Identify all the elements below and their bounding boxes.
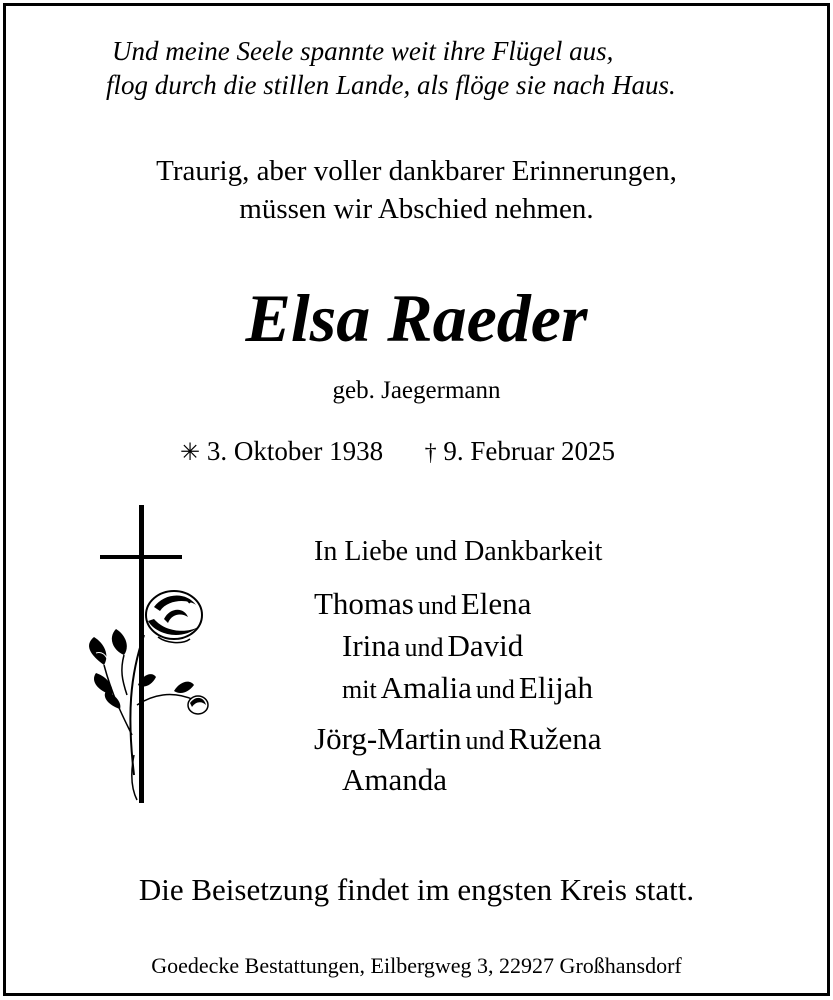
mourner-name: Thomas — [314, 586, 414, 621]
death-cross-icon: † — [424, 440, 437, 466]
birth-star-icon: ✳ — [180, 440, 201, 466]
intro-text — [0, 152, 833, 228]
mourner-name: David — [447, 628, 524, 663]
deceased-name: Elsa Raeder — [245, 280, 588, 356]
mourner-conjunction: und — [475, 675, 515, 704]
poem — [112, 34, 613, 68]
mourner-prefix: mit — [342, 675, 377, 704]
mourner-name: Jörg-Martin — [314, 721, 462, 756]
intro-line-1: Traurig, aber voller dankbarer Erinnerungen, — [156, 155, 677, 187]
poem-line-1: Und meine Seele spannte weit ihre Flügel aus, — [112, 36, 614, 66]
mourner-name: Ružena — [508, 721, 602, 756]
mourner-name: Amanda — [342, 762, 448, 797]
maiden-name: geb. Jaegermann — [332, 377, 501, 404]
mourner-conjunction: und — [404, 633, 444, 662]
mourner-conjunction: und — [465, 726, 505, 755]
mourner-name: Elena — [460, 586, 532, 621]
mourner-row — [314, 586, 531, 622]
mourner-row — [342, 670, 593, 706]
poem-second — [106, 68, 676, 102]
mourner-row — [342, 628, 523, 664]
mourner-name: Amalia — [380, 670, 472, 705]
poem-line-2: flog durch die stillen Lande, als flöge sie nach Haus. — [106, 70, 676, 100]
mourner-row — [314, 721, 602, 757]
funeral-notice: Die Beisetzung findet im engsten Kreis statt. — [138, 872, 695, 907]
mourner-row — [342, 762, 447, 798]
mourner-conjunction: und — [417, 591, 457, 620]
intro-line-2: müssen wir Abschied nehmen. — [239, 193, 594, 225]
funeral-home-footer: Goedecke Bestattungen, Eilbergweg 3, 22927 Großhansdorf — [151, 953, 682, 978]
mourner-name: Irina — [342, 628, 401, 663]
death-date: 9. Februar 2025 — [443, 436, 616, 466]
life-dates — [180, 436, 615, 467]
birth-date: 3. Oktober 1938 — [206, 436, 384, 466]
mourner-name: Elijah — [518, 670, 593, 705]
cross-rose-icon — [82, 505, 217, 805]
mourners-heading: In Liebe und Dankbarkeit — [314, 536, 603, 567]
